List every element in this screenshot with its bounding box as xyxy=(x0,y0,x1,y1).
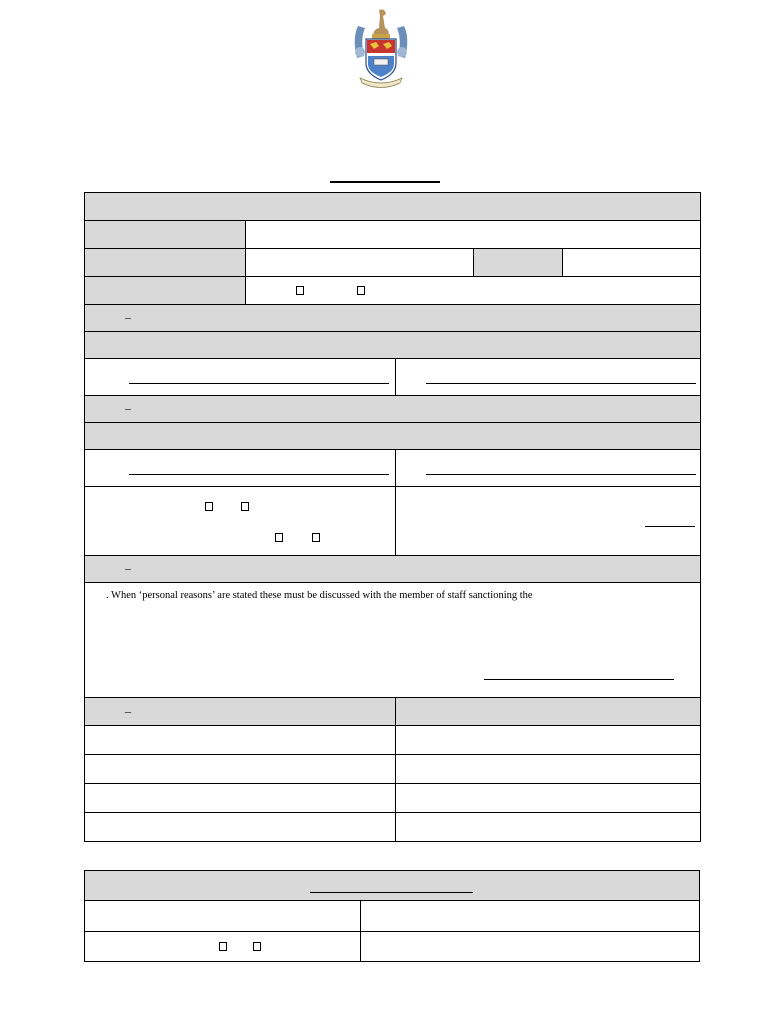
field-value-input[interactable] xyxy=(246,249,474,277)
section-b-options-row xyxy=(85,487,701,556)
section-b-header-cell xyxy=(85,396,701,423)
office-use-title-underline xyxy=(310,892,473,893)
table-cell[interactable] xyxy=(396,784,701,813)
section-dash: – xyxy=(125,310,131,324)
table-cell[interactable] xyxy=(85,726,396,755)
field-value-input[interactable] xyxy=(563,249,701,277)
section-dash: – xyxy=(125,704,131,718)
table-cell[interactable] xyxy=(396,755,701,784)
table-row xyxy=(85,813,701,842)
office-use-header-cell xyxy=(85,871,700,901)
personal-reasons-note: . When ‘personal reasons’ are stated these must be discussed with the member of staff sanctioning the xyxy=(106,590,533,601)
section-header-cell xyxy=(85,193,701,221)
field-label-cell xyxy=(85,221,246,249)
date-write-line[interactable] xyxy=(129,474,389,475)
option-checkbox[interactable] xyxy=(241,502,249,511)
section-a-subheader-row xyxy=(85,332,701,359)
section-a-header-row xyxy=(85,305,701,332)
date-field-cell xyxy=(396,450,701,487)
section-d-header-cell xyxy=(85,698,396,726)
reason-cell[interactable] xyxy=(85,583,701,698)
office-use-header-row xyxy=(85,871,700,901)
field-value-input[interactable] xyxy=(246,221,701,249)
table-cell[interactable] xyxy=(85,813,396,842)
option-checkbox[interactable] xyxy=(205,502,213,511)
section-header-row xyxy=(85,193,701,221)
option-checkbox[interactable] xyxy=(275,533,283,542)
office-use-cell[interactable] xyxy=(85,901,361,932)
section-dash: – xyxy=(125,401,131,415)
section-b-subheader-cell xyxy=(85,423,701,450)
days-write-line[interactable] xyxy=(645,526,695,527)
date-field-cell xyxy=(396,359,701,396)
option-checkbox[interactable] xyxy=(296,286,304,295)
section-c-header-row xyxy=(85,556,701,583)
section-c-header-cell xyxy=(85,556,701,583)
table-row xyxy=(85,726,701,755)
option-checkbox[interactable] xyxy=(253,942,261,951)
university-crest-icon xyxy=(352,8,410,88)
days-field-cell xyxy=(396,487,701,556)
date-write-line[interactable] xyxy=(426,474,696,475)
table-cell[interactable] xyxy=(85,755,396,784)
leave-request-form xyxy=(84,192,701,842)
office-use-row xyxy=(85,932,700,962)
checkbox-options-cell xyxy=(246,277,701,305)
field-label-cell xyxy=(85,249,246,277)
reason-row xyxy=(85,583,701,698)
yes-no-options-cell xyxy=(85,487,396,556)
office-use-options-cell xyxy=(85,932,361,962)
table-cell[interactable] xyxy=(396,813,701,842)
office-use-row xyxy=(85,901,700,932)
option-checkbox[interactable] xyxy=(357,286,365,295)
date-write-line[interactable] xyxy=(129,383,389,384)
section-d-header-cell xyxy=(396,698,701,726)
section-b-fields-row xyxy=(85,450,701,487)
office-use-cell[interactable] xyxy=(361,932,700,962)
field-label-cell xyxy=(85,277,246,305)
option-checkbox[interactable] xyxy=(312,533,320,542)
section-a-header-cell xyxy=(85,305,701,332)
office-use-table xyxy=(84,870,700,962)
section-a-subheader-cell xyxy=(85,332,701,359)
form-title-underline xyxy=(330,181,440,183)
table-row xyxy=(85,784,701,813)
field-label-cell xyxy=(474,249,563,277)
table-cell[interactable] xyxy=(85,784,396,813)
option-checkbox[interactable] xyxy=(219,942,227,951)
table-row xyxy=(85,755,701,784)
section-a-fields-row xyxy=(85,359,701,396)
office-use-cell[interactable] xyxy=(361,901,700,932)
field-row-2 xyxy=(85,249,701,277)
date-field-cell xyxy=(85,450,396,487)
section-b-header-row xyxy=(85,396,701,423)
field-row-3 xyxy=(85,277,701,305)
section-b-subheader-row xyxy=(85,423,701,450)
date-write-line[interactable] xyxy=(426,383,696,384)
section-dash: – xyxy=(125,561,131,575)
section-d-header-row xyxy=(85,698,701,726)
table-cell[interactable] xyxy=(396,726,701,755)
signature-write-line[interactable] xyxy=(484,679,674,680)
field-row-1 xyxy=(85,221,701,249)
date-field-cell xyxy=(85,359,396,396)
